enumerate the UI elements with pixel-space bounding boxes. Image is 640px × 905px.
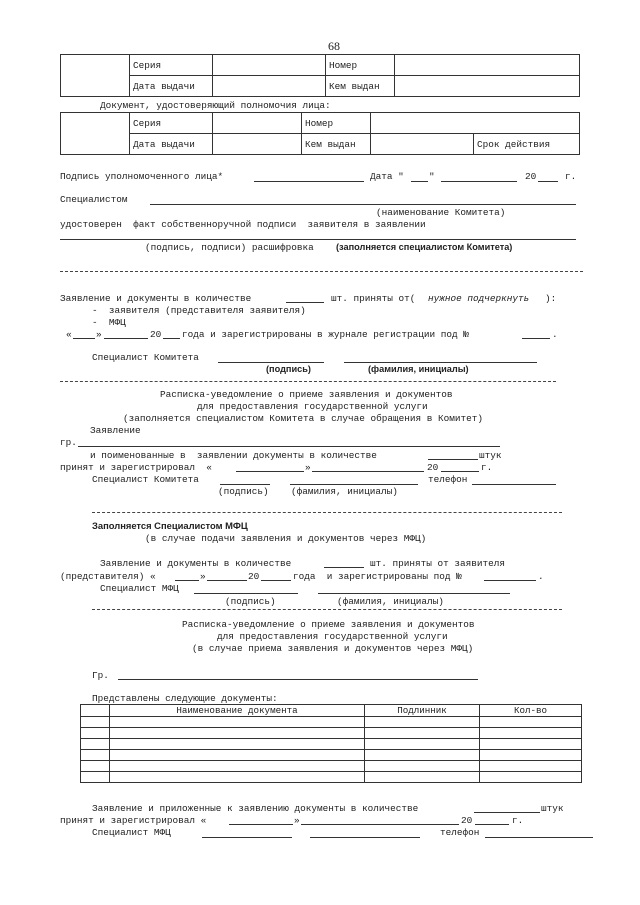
- receipt-title-3: (заполняется специалистом Комитета в случае обращения в Комитет): [123, 413, 484, 424]
- committee-specialist-label: Специалист Комитета: [92, 474, 199, 485]
- table-cell[interactable]: [81, 750, 110, 761]
- receipt-title-3: (в случае приема заявления и документов через МФЦ): [192, 643, 474, 654]
- seria-value-cell[interactable]: [213, 55, 326, 76]
- table-cell[interactable]: [110, 728, 365, 739]
- option-applicant[interactable]: - заявителя (представителя заявителя): [92, 305, 306, 316]
- signature-hint: (подпись): [218, 486, 269, 497]
- seria-label: Серия: [130, 113, 213, 134]
- table-cell[interactable]: [81, 717, 110, 728]
- doc-count-field[interactable]: [474, 812, 540, 813]
- pcs-label: штук: [541, 803, 564, 814]
- validity-label: Срок действия: [474, 134, 580, 155]
- specialist-signature-field[interactable]: [194, 593, 298, 594]
- specialist-label: Специалистом: [60, 194, 128, 205]
- accept-line-1c: нужное подчеркнуть: [428, 293, 530, 304]
- authorized-signature-label: Подпись уполномоченного лица*: [60, 171, 224, 182]
- separator: [60, 271, 583, 272]
- table-cell[interactable]: [81, 728, 110, 739]
- table-cell[interactable]: [110, 739, 365, 750]
- phone-label: телефон: [440, 827, 480, 838]
- table-cell[interactable]: [480, 739, 582, 750]
- period: .: [552, 329, 558, 340]
- issue-date-value-cell[interactable]: [213, 134, 302, 155]
- year-field[interactable]: [538, 181, 558, 182]
- issued-by-label: Кем выдан: [326, 76, 395, 97]
- separator: [92, 512, 562, 513]
- quote-close: »: [96, 329, 102, 340]
- named-documents-text: и поименованные в заявлении документы в количестве: [90, 450, 377, 461]
- receipt-title-2: для предоставления государственной услуги: [217, 631, 448, 642]
- nomer-label: Номер: [302, 113, 371, 134]
- specialist-name-field[interactable]: [310, 837, 420, 838]
- day-field[interactable]: [229, 824, 293, 825]
- certifier-signature-field[interactable]: [60, 239, 576, 240]
- issued-by-value-cell[interactable]: [371, 134, 474, 155]
- registration-number-field[interactable]: [522, 338, 550, 339]
- month-field[interactable]: [312, 471, 424, 472]
- table-cell[interactable]: [365, 717, 480, 728]
- specialist-name-field[interactable]: [318, 593, 510, 594]
- name-hint: (фамилия, инициалы): [368, 364, 469, 374]
- sign-hint: (подпись, подписи) расшифровка: [145, 242, 314, 253]
- issue-date-label: Дата выдачи: [130, 76, 213, 97]
- day-field[interactable]: [236, 471, 304, 472]
- column-header-count: Кол-во: [480, 705, 582, 717]
- specialist-name-field[interactable]: [344, 362, 537, 363]
- quote-close: »: [294, 815, 300, 826]
- statement-label: Заявление: [90, 425, 141, 436]
- period: .: [538, 571, 544, 582]
- separator: [60, 381, 556, 382]
- issue-date-value-cell[interactable]: [213, 76, 326, 97]
- month-field[interactable]: [441, 181, 517, 182]
- year-prefix: 20: [150, 329, 162, 340]
- table-row: [81, 739, 582, 750]
- table-cell-empty: [81, 705, 110, 717]
- seria-label: Серия: [130, 55, 213, 76]
- table-cell[interactable]: [81, 761, 110, 772]
- receipt-title-1: Расписка-уведомление о приеме заявления и документов: [182, 619, 475, 630]
- mfc-block-title: Заполняется Специалистом МФЦ: [92, 520, 248, 531]
- separator: [92, 609, 562, 610]
- year-prefix: 20: [248, 571, 260, 582]
- date-quote: ": [429, 171, 435, 182]
- nomer-label: Номер: [326, 55, 395, 76]
- doc-count-field[interactable]: [286, 302, 324, 303]
- year-prefix: 20: [427, 462, 439, 473]
- table-header-row: [81, 705, 582, 717]
- citizen-name-field[interactable]: [118, 679, 478, 680]
- option-mfc[interactable]: - МФЦ: [92, 317, 126, 328]
- doc-count-field[interactable]: [324, 567, 364, 568]
- specialist-signature-field[interactable]: [218, 362, 324, 363]
- table-cell[interactable]: [81, 772, 110, 783]
- date-label: Дата ": [370, 171, 404, 182]
- footer-line-1: Заявление и приложенные к заявлению документы в количестве: [92, 803, 419, 814]
- authority-document-table: [60, 112, 580, 155]
- year-field[interactable]: [441, 471, 479, 472]
- year-field[interactable]: [163, 338, 180, 339]
- table-cell[interactable]: [110, 761, 365, 772]
- year-prefix: 20: [525, 171, 537, 182]
- table-cell[interactable]: [480, 728, 582, 739]
- table-cell[interactable]: [480, 750, 582, 761]
- committee-hint: (наименование Комитета): [376, 207, 506, 218]
- table-cell[interactable]: [365, 761, 480, 772]
- day-field[interactable]: [73, 338, 95, 339]
- doc-count-field[interactable]: [428, 459, 478, 460]
- mfc-specialist-label: Специалист МФЦ: [100, 583, 179, 594]
- table-cell[interactable]: [81, 739, 110, 750]
- page-number: 68: [328, 39, 340, 53]
- name-hint: (фамилия, инициалы): [291, 486, 398, 497]
- signature-field[interactable]: [254, 181, 364, 182]
- specialist-signature-field[interactable]: [202, 837, 292, 838]
- filled-by-committee-note: (заполняется специалистом Комитета): [336, 242, 513, 252]
- phone-field[interactable]: [472, 484, 556, 485]
- g-label: г.: [512, 815, 524, 826]
- table-cell[interactable]: [480, 772, 582, 783]
- table-cell[interactable]: [110, 750, 365, 761]
- accept-line-1b: шт. приняты от(: [331, 293, 416, 304]
- table-cell[interactable]: [365, 728, 480, 739]
- signature-hint: (подпись): [225, 596, 276, 607]
- issued-by-label: Кем выдан: [302, 134, 371, 155]
- accept-line-1a: Заявление и документы в количестве: [60, 293, 252, 304]
- nomer-value-cell[interactable]: [371, 113, 580, 134]
- mfc-line-2a: (представителя) «: [60, 571, 156, 582]
- column-header-original: Подлинник: [365, 705, 480, 717]
- phone-field[interactable]: [485, 837, 593, 838]
- documents-table: [80, 704, 582, 783]
- table-cell[interactable]: [365, 772, 480, 783]
- month-field[interactable]: [104, 338, 148, 339]
- receipt-title-1: Расписка-уведомление о приеме заявления и документов: [160, 389, 453, 400]
- quote-open: «: [66, 329, 72, 340]
- table-row: [81, 728, 582, 739]
- name-hint: (фамилия, инициалы): [337, 596, 444, 607]
- month-field[interactable]: [301, 824, 459, 825]
- committee-name-field[interactable]: [150, 204, 576, 205]
- table-cell[interactable]: [480, 761, 582, 772]
- id-document-table: [60, 54, 580, 97]
- table-cell-empty: [61, 55, 130, 97]
- table-cell[interactable]: [365, 739, 480, 750]
- issue-date-label: Дата выдачи: [130, 134, 213, 155]
- table-cell[interactable]: [110, 717, 365, 728]
- docs-label: Представлены следующие документы:: [92, 693, 278, 704]
- specialist-signature-field[interactable]: [220, 484, 270, 485]
- specialist-name-field[interactable]: [290, 484, 418, 485]
- footer-line-2: принят и зарегистрировал «: [60, 815, 207, 826]
- pcs-label: штук: [479, 450, 502, 461]
- signature-hint: (подпись): [266, 364, 311, 374]
- year-suffix: г.: [565, 171, 577, 182]
- mfc-line-2b: года и зарегистрированы под №: [293, 571, 462, 582]
- mfc-line-1b: шт. приняты от заявителя: [370, 558, 506, 569]
- g-label: г.: [481, 462, 493, 473]
- registered-text: года и зарегистрированы в журнале регистрации под №: [182, 329, 469, 340]
- day-field[interactable]: [411, 181, 428, 182]
- table-cell-empty: [61, 113, 130, 155]
- quote-close: »: [305, 462, 311, 473]
- table-row: [81, 717, 582, 728]
- seria-value-cell[interactable]: [213, 113, 302, 134]
- table-cell[interactable]: [110, 772, 365, 783]
- mfc-line-1a: Заявление и документы в количестве: [100, 558, 292, 569]
- year-field[interactable]: [475, 824, 509, 825]
- mfc-specialist-label: Специалист МФЦ: [92, 827, 171, 838]
- phone-label: телефон: [428, 474, 468, 485]
- certified-text: удостоверен факт собственноручной подписи заявителя в заявлении: [60, 219, 426, 230]
- table-cell[interactable]: [480, 717, 582, 728]
- table-row: [81, 750, 582, 761]
- day-field[interactable]: [175, 580, 199, 581]
- accept-line-1d: ):: [545, 293, 557, 304]
- nomer-value-cell[interactable]: [395, 55, 580, 76]
- citizen-label: гр.: [60, 437, 77, 448]
- year-prefix: 20: [461, 815, 473, 826]
- table-row: [81, 772, 582, 783]
- committee-specialist-label: Специалист Комитета: [92, 352, 199, 363]
- citizen-name-field[interactable]: [78, 446, 500, 447]
- mfc-block-subtitle: (в случае подачи заявления и документов через МФЦ): [145, 533, 427, 544]
- quote-close: »: [200, 571, 206, 582]
- receipt-title-2: для предоставления государственной услуги: [197, 401, 428, 412]
- issued-by-value-cell[interactable]: [395, 76, 580, 97]
- column-header-name: Наименование документа: [110, 705, 365, 717]
- month-field[interactable]: [207, 580, 247, 581]
- table-cell[interactable]: [365, 750, 480, 761]
- year-field[interactable]: [261, 580, 291, 581]
- registration-number-field[interactable]: [484, 580, 536, 581]
- table-row: [81, 761, 582, 772]
- registered-text: принят и зарегистрировал «: [60, 462, 212, 473]
- authority-doc-label: Документ, удостоверяющий полномочия лица:: [100, 100, 331, 111]
- citizen-label: Гр.: [92, 670, 109, 681]
